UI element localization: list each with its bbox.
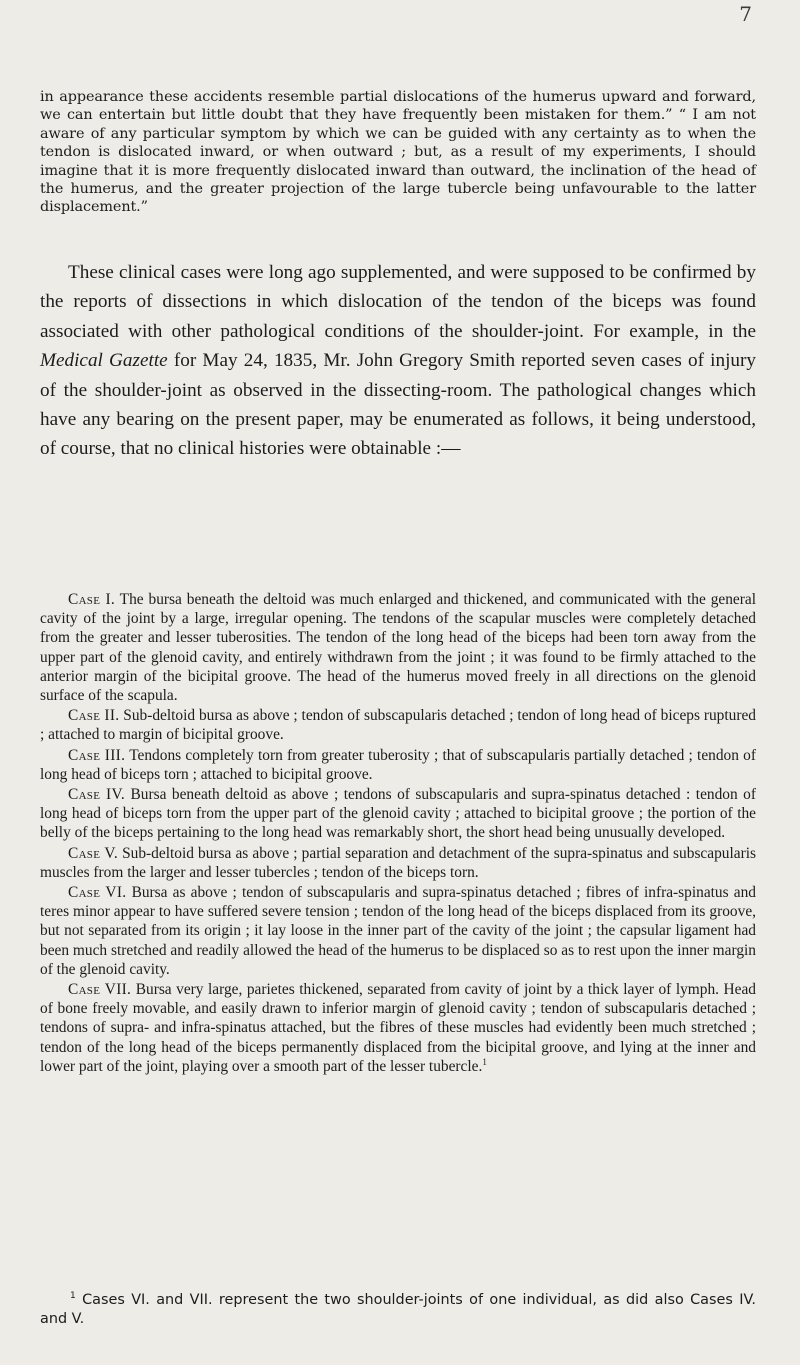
case-entry: [40, 706, 756, 744]
case-text: Sub-deltoid bursa as above ; tendon of subscapularis detached ; tendon of long head of biceps ruptured ; attached to margin of bicipital groove.: [40, 707, 756, 744]
case-entry: [40, 785, 756, 843]
quoted-paragraph-block: [40, 88, 756, 217]
case-entry: [40, 883, 756, 979]
journal-title: Medical Gazette: [40, 350, 168, 372]
page-number: 7: [739, 2, 752, 26]
footnote-text: Cases VI. and VII. represent the two shoulder-joints of one individual, as did also Cases IV. and V.: [40, 1292, 757, 1327]
case-entry: [40, 590, 756, 705]
case-text: Bursa beneath deltoid as above ; tendons of subscapularis and supra-spinatus detached : tendon of long head of biceps torn from the upper part of the glenoid cavity ; attached to bicipital groove ; the portion of the belly of the biceps pertaining to the long head was remarkably short, the short head being unusually developed.: [40, 786, 756, 842]
case-text: Bursa very large, parietes thickened, separated from cavity of joint by a thick layer of lymph. Head of bone freely movable, and easily drawn to inferior margin of glenoid cavity ; tendon of subscapularis detached ; tendons of supra- and infra-spinatus attached, but the fibres of these muscles had evidently been much stretched ; tendon of the long head of the biceps permanently displaced from the bicipital groove, and lying at the inner and lower part of the joint, playing over a smooth part of the lesser tubercle.: [40, 981, 756, 1075]
case-list: [40, 590, 756, 1077]
case-label: Case V.: [68, 844, 118, 862]
case-text: Bursa as above ; tendon of subscapularis and supra-spinatus detached ; fibres of infra-spinatus and teres minor appear to have suffered severe tension ; tendon of the long head of the biceps displaced from its groove, but not separated from its origin ; it lay loose in the inner part of the cavity of the joint ; the capsular ligament had been much stretched and readily allowed the head of the humerus to be displaced so as to rest upon the inner margin of the glenoid cavity.: [40, 884, 756, 978]
case-label: Case IV.: [68, 786, 126, 804]
case-text: The bursa beneath the deltoid was much enlarged and thickened, and communicated with the general cavity of the joint by a large, irregular opening. The tendons of the scapular muscles were completely detached from the greater and lesser tuberosities. The tendon of the long head of the biceps had been torn away from the upper part of the glenoid cavity, and entirely withdrawn from the joint ; it was found to be firmly attached to the anterior margin of the bicipital groove. The head of the humerus moved freely in all directions on the glenoid surface of the scapula.: [40, 591, 756, 705]
main-paragraph: [40, 258, 756, 464]
main-paragraph-text-2: for May 24, 1835, Mr. John Gregory Smith reported seven cases of injury of the shoulder-joint as observed in the dissecting-room. The pathological changes which have any bearing on the present paper, may be enumerated as follows, it being understood, of course, that no clinical histories were obtainable :—: [40, 350, 756, 460]
case-label: Case II.: [68, 707, 120, 725]
case-label: Case III.: [68, 746, 126, 764]
case-text: Tendons completely torn from greater tuberosity ; that of subscapularis partially detached ; tendon of long head of biceps torn ; attached to bicipital groove.: [40, 746, 756, 783]
case-entry: [40, 746, 756, 784]
quoted-paragraph: in appearance these accidents resemble partial dislocations of the humerus upward and forward, we can entertain but little doubt that they have frequently been mistaken for them.” “ I am not aware of any particular symptom by which we can be guided with any certainty as to when the tendon is dislocated inward, or when outward ; but, as a result of my experiments, I should imagine that it is more frequently dislocated inward than outward, the inclination of the head of the humerus, and the greater projection of the large tubercle being unfavourable to the latter displacement.”: [40, 89, 756, 216]
case-label: Case I.: [68, 591, 116, 608]
footnote-marker: 1: [70, 1291, 76, 1302]
footnote: [40, 1291, 756, 1329]
case-label: Case VII.: [68, 981, 132, 999]
case-label: Case VI.: [68, 884, 127, 902]
main-paragraph-text-1: These clinical cases were long ago supplemented, and were supposed to be confirmed by the reports of dissections in which dislocation of the tendon of the biceps was found associated with other pathological conditions of the shoulder-joint. For example, in the: [40, 262, 756, 342]
main-paragraph-block: [40, 258, 756, 464]
case-entry: [40, 980, 756, 1076]
case-text: Sub-deltoid bursa as above ; partial separation and detachment of the supra-spinatus and subscapularis muscles from the larger and lesser tubercles ; tendon of the biceps torn.: [40, 844, 756, 881]
case-entry: [40, 844, 756, 882]
footnote-reference[interactable]: 1: [482, 1056, 487, 1067]
